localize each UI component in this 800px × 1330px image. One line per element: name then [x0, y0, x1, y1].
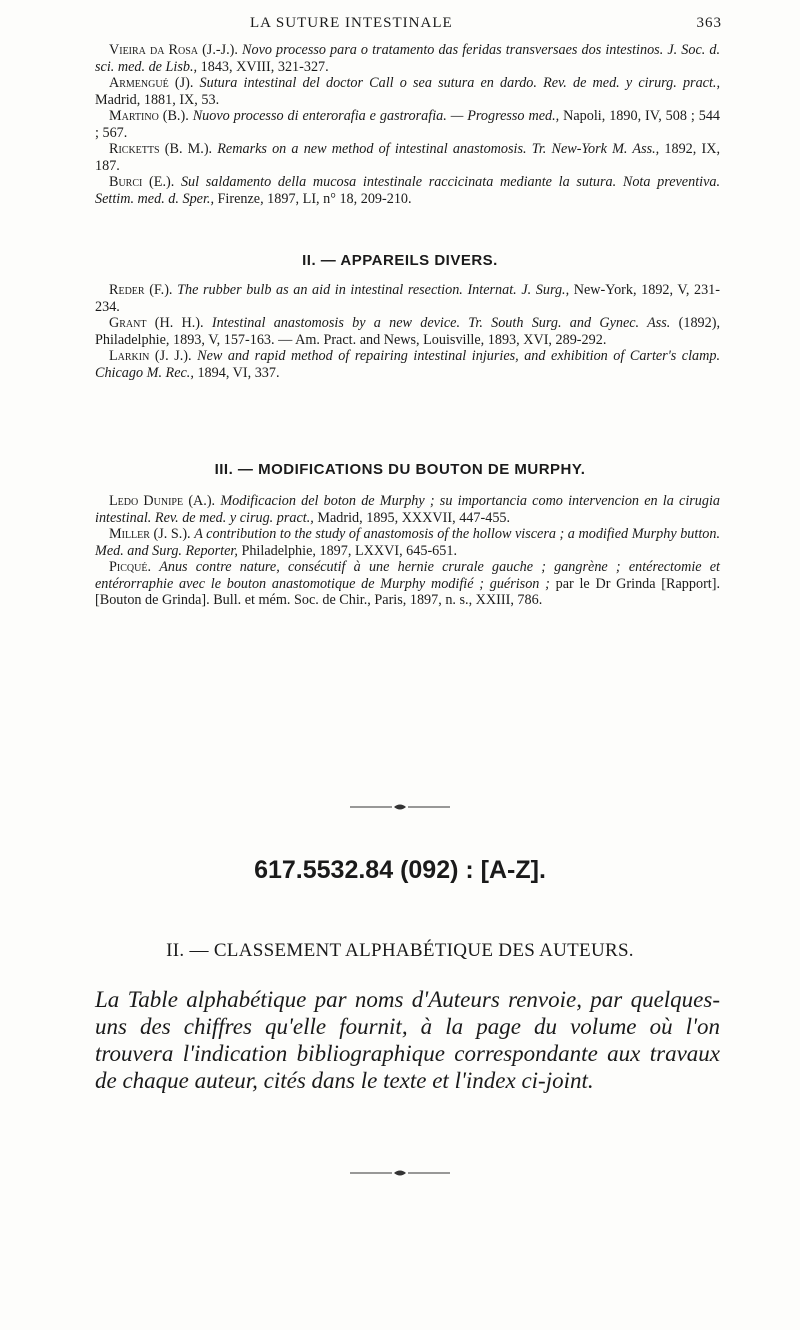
entry-author: Grant: [109, 315, 147, 331]
bib-entry: [95, 559, 720, 609]
entry-initials: (A.).: [188, 493, 216, 509]
entry-initials: (H. H.).: [154, 315, 204, 331]
entry-author: Armengué: [109, 75, 169, 91]
ornament-divider-icon: [350, 802, 450, 812]
entry-title: Remarks on a new method of intestinal anastomosis. Tr. New-York M. Ass.,: [217, 141, 660, 157]
intro-paragraph: La Table alphabétique par noms d'Auteurs renvoie, par quelques-uns des chiffres qu'elle fournit, à la page du volume où l'on trouvera l'indication bibliographique correspondante aux travaux de chaque auteur, cités dans le texte et l'index ci-joint.: [95, 987, 720, 1093]
entry-details: Madrid, 1895, XXXVII, 447-455.: [317, 509, 511, 526]
ornament-divider-icon: [350, 1168, 450, 1178]
entry-details: (1892), Philadelphie, 1893, V, 157-163. — Am. Pract. and News, Louisville, 1893, XVI, 289-292.: [95, 315, 720, 348]
entry-author: Ricketts: [109, 141, 160, 157]
bib-entry: [95, 42, 720, 75]
entry-author: Ledo Dunipe: [109, 493, 184, 509]
entry-title: Modificacion del boton de Murphy ; su importancia como intervencion en la cirugia intestinal. Rev. de med. y cirug. pract.,: [95, 493, 721, 526]
bib-entry: [95, 315, 720, 348]
entry-initials: (J.-J.).: [202, 42, 238, 58]
entry-author: Reder: [109, 282, 145, 298]
entry-title: New and rapid method of repairing intestinal injuries, and exhibition of Carter's clamp. Chicago M. Rec.,: [95, 348, 721, 381]
entry-author: Vieira da Rosa: [109, 42, 198, 58]
entry-title: Novo processo para o tratamento das feridas transversaes dos intestinos. J. Soc. d. sci. med. de Lisb.,: [95, 42, 721, 75]
page-number: 363: [696, 15, 722, 31]
entry-details: 1892, IX, 187.: [95, 141, 720, 174]
entry-author: Miller: [109, 526, 150, 542]
entry-details: Firenze, 1897, LI, n° 18, 209-210.: [217, 190, 412, 207]
entry-title: Sul saldamento della mucosa intestinale raccicinata mediante la sutura. Nota preventiva. Settim. med. d. Sper.,: [95, 174, 721, 207]
entry-details: Madrid, 1881, IX, 53.: [95, 91, 220, 108]
entry-title: A contribution to the study of anastomosis of the hollow viscera ; a modified Murphy button. Med. and Surg. Reporter,: [95, 526, 720, 559]
section1-entries: [95, 42, 720, 207]
section2-entries: [95, 282, 720, 381]
entry-initials: (J. S.).: [153, 526, 191, 542]
entry-initials: (F.).: [149, 282, 173, 298]
entry-details: 1843, XVIII, 321-327.: [200, 58, 329, 75]
section-heading-murphy: III. — MODIFICATIONS DU BOUTON DE MURPHY.: [214, 461, 586, 478]
entry-initials: (E.).: [149, 174, 175, 190]
bib-entry: [95, 174, 720, 207]
entry-title: Sutura intestinal del doctor Call o sea sutura en dardo. Rev. de med. y cirurg. pract.,: [199, 75, 721, 91]
entry-initials: (J. J.).: [154, 348, 192, 364]
entry-title: Nuovo processo di enterorafia e gastrorafia. — Progresso med.,: [192, 108, 560, 124]
bib-entry: [95, 75, 720, 108]
entry-author: Burci: [109, 174, 143, 190]
running-header: [250, 15, 722, 35]
entry-title: Intestinal anastomosis by a new device. Tr. South Surg. and Gynec. Ass.: [211, 315, 671, 331]
entry-initials: (B. M.).: [164, 141, 213, 157]
entry-details: Napoli, 1890, IV, 508 ; 544 ; 567.: [95, 108, 721, 141]
entry-author: Larkin: [109, 348, 150, 364]
bib-entry: [95, 348, 720, 381]
part-heading-classement: II. — CLASSEMENT ALPHABÉTIQUE DES AUTEURS.: [166, 940, 634, 961]
entry-author: Martino: [109, 108, 159, 124]
entry-details: New-York, 1892, V, 231-234.: [95, 282, 720, 315]
entry-details: Philadelphie, 1897, LXXVI, 645-651.: [241, 542, 457, 559]
section-heading-appareils: II. — APPAREILS DIVERS.: [302, 252, 498, 269]
entry-initials: (B.).: [162, 108, 189, 124]
bib-entry: [95, 282, 720, 315]
running-title: LA SUTURE INTESTINALE: [250, 15, 453, 31]
entry-title: Anus contre nature, consécutif à une hernie crurale gauche ; gangrène ; entérectomie et entérorraphie avec le bouton anastomotique de Murphy modifié ; guérison ;: [95, 559, 720, 592]
entry-author: Picqué.: [109, 559, 151, 575]
bib-entry: [95, 108, 720, 141]
bib-entry: [95, 493, 720, 526]
bib-entry: [95, 141, 720, 174]
section3-entries: [95, 493, 720, 609]
entry-details: par le Dr Grinda [Rapport]. [Bouton de Grinda]. Bull. et mém. Soc. de Chir., Paris, 1897, n. s., XXIII, 786.: [95, 575, 721, 608]
classification-code: 617.5532.84 (092) : [A-Z].: [254, 856, 546, 884]
entry-details: 1894, VI, 337.: [197, 364, 280, 381]
entry-title: The rubber bulb as an aid in intestinal resection. Internat. J. Surg.,: [177, 282, 570, 298]
bib-entry: [95, 526, 720, 559]
entry-initials: (J).: [174, 75, 194, 91]
